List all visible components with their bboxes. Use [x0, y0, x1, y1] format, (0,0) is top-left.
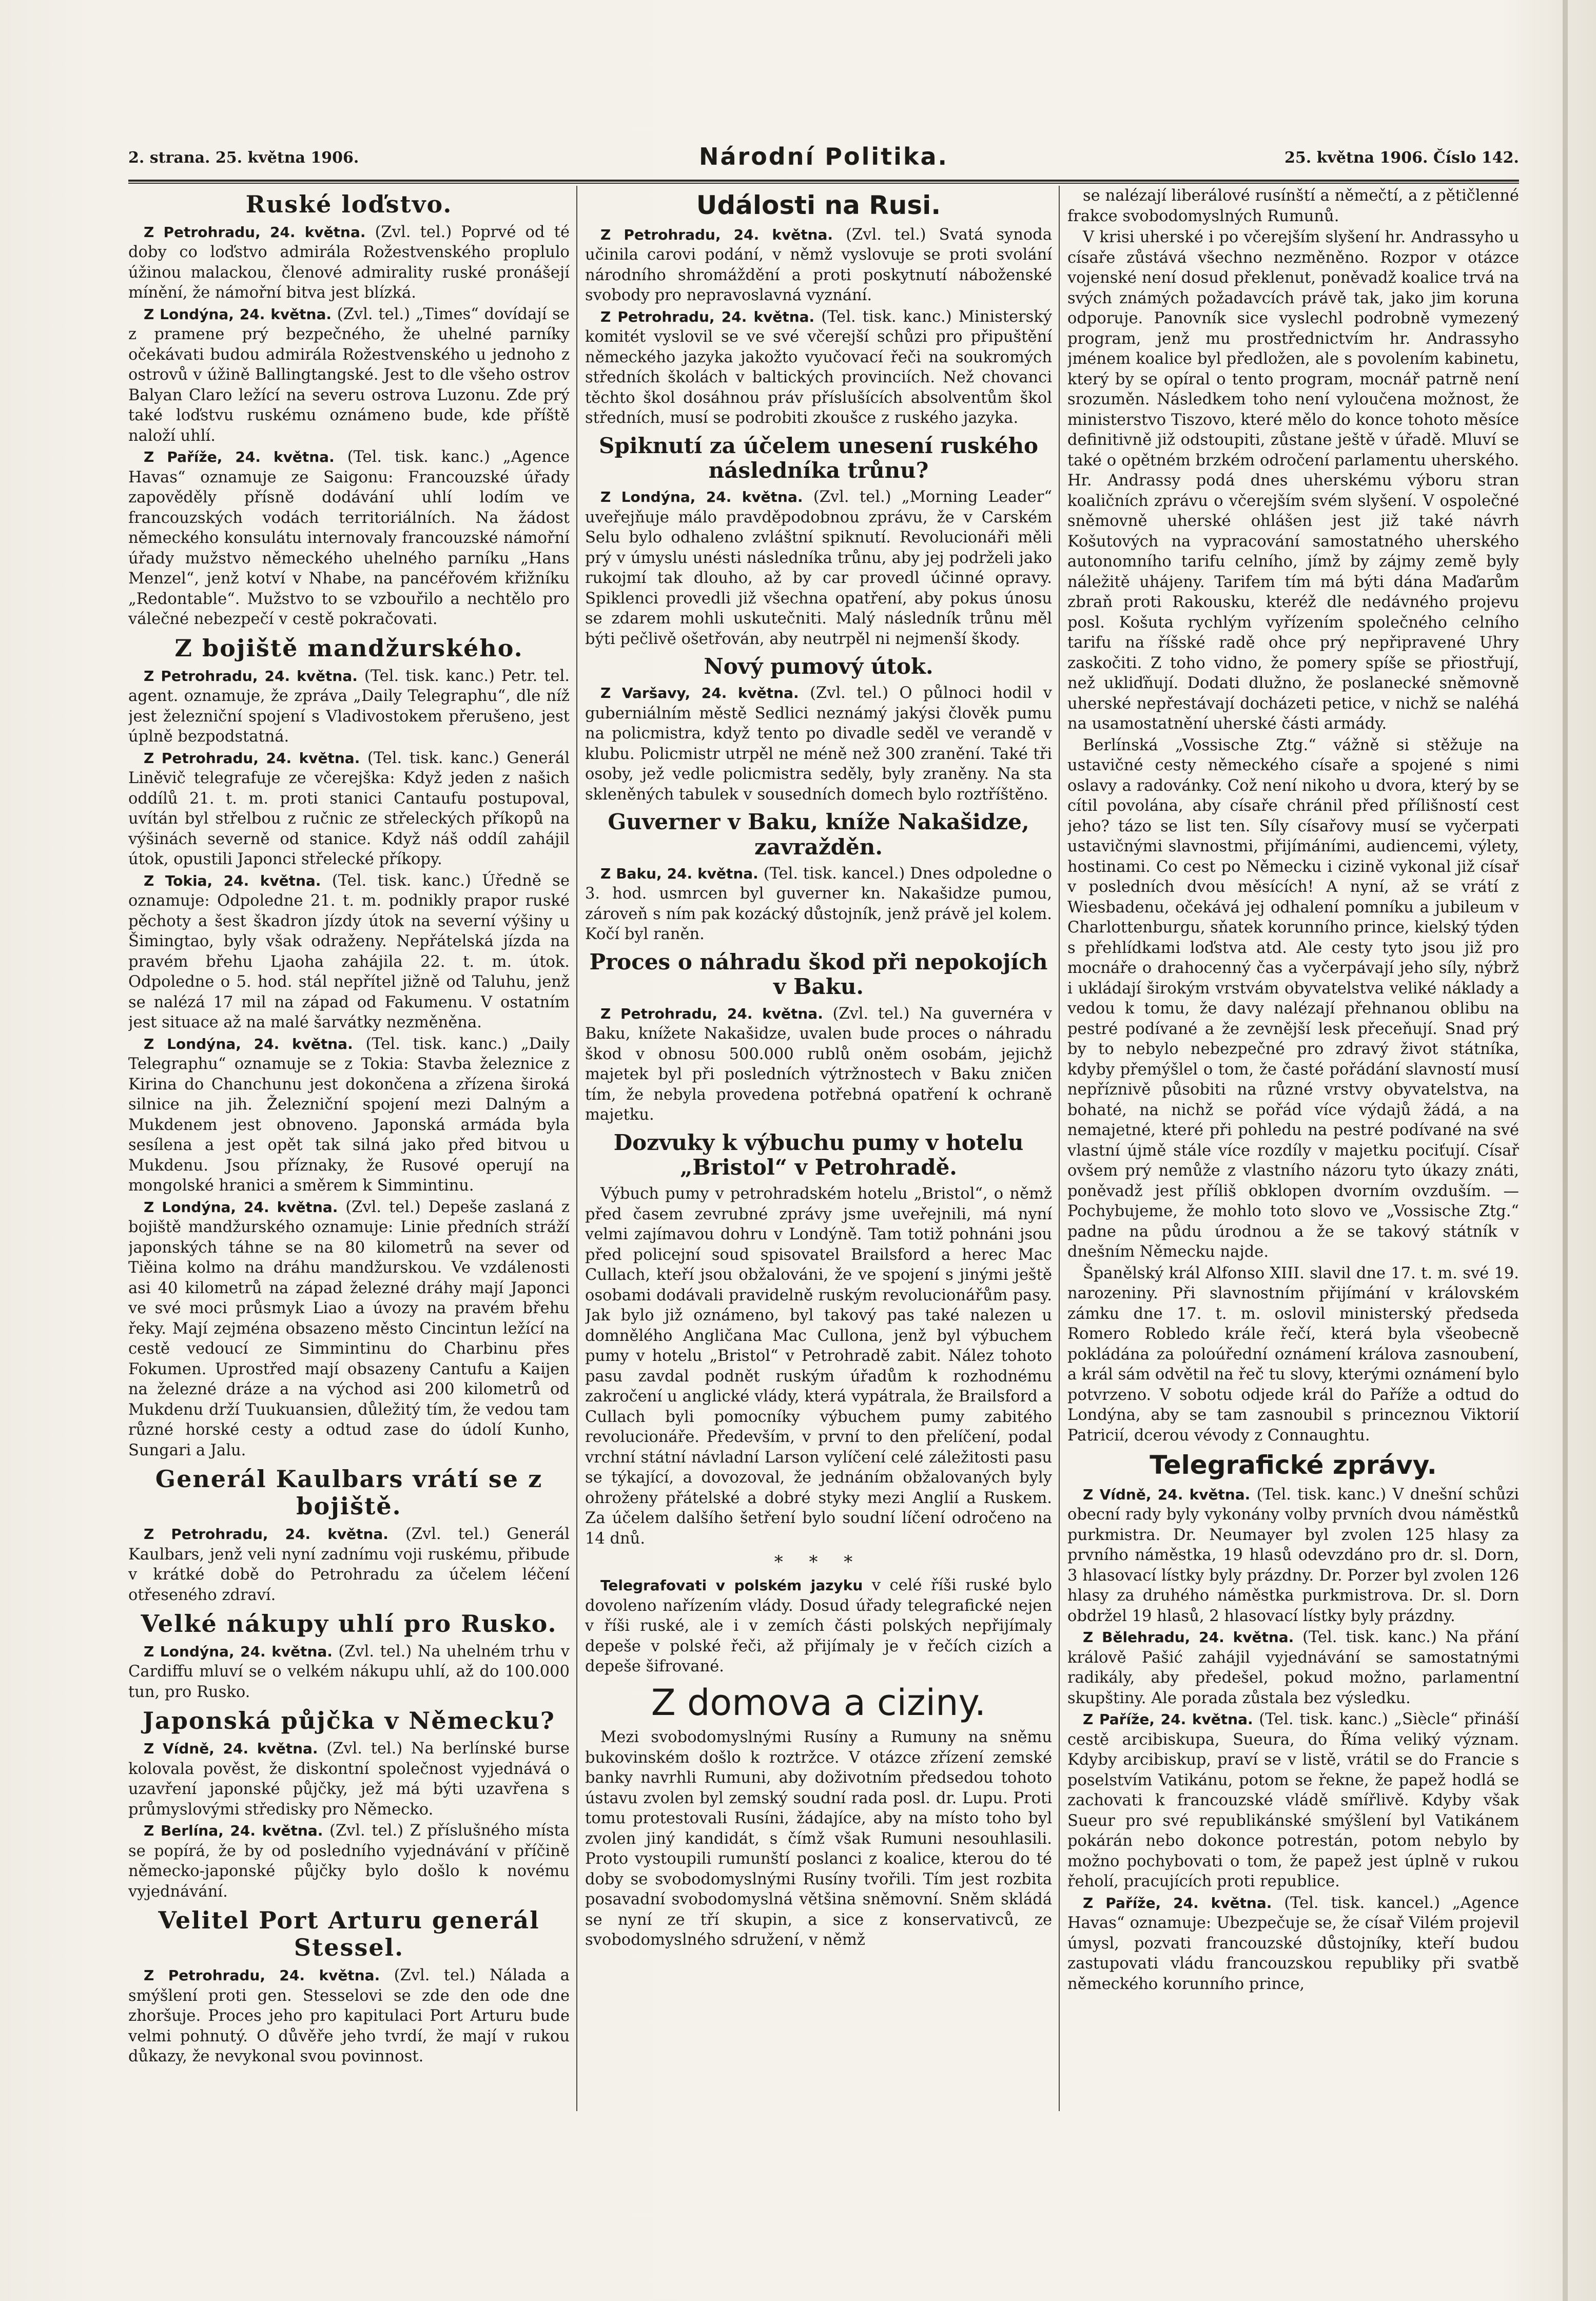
paragraph-text: (Zvl. tel.) Depeše zaslaná z bojiště mandžurského oznamuje: Linie předních stráží japonských táhne se na 80 kilometrů na sever od Tiěina kolmo na dráhu mandžurskou. Ve vzdálenosti asi 40 kilometrů na západ železné dráhy mají Japonci ve své moci průsmyk Liao a úvozy na pravém břehu řeky. Mají zejména obsazeno město Cincintun ležící na cestě vedoucí ze Simmintinu do Charbinu přes Fokumen. Uprostřed mají obsazeny Cantufu a Kaijen na železné dráze a na východ asi 200 kilometrů od Mukdenu drží Tuukuansien, důležitý tím, že vedou tam různé horské cesty a odtud zase do údolí Kunho, Sungari a Jalu.: [128, 1198, 570, 1459]
paragraph-text: (Tel. tisk. kancel.) „Agence Havas“ oznamuje: Ubezpečuje se, že císař Vilém projevil úmysl, pozvati francouzské důstojníky, kteří budou zastupovati vládu francouzskou republiky při svatbě německého korunního prince,: [1067, 1894, 1519, 1993]
paragraph-text: (Tel. tisk. kanc.) Generál Liněvič telegrafuje ze včerejška: Když jeden z našich oddílů 21. t. m. proti stanici Cantaufu postupoval, uvítán byl střelbou z ručnic ze střeleckých příkopů na výšinách severně od stanice. Když náš oddíl zahájil útok, opustili Japonci střelecké příkopy.: [128, 749, 570, 869]
paragraph-text: (Zvl. tel.) Na guvernéra v Baku, knížete Nakašidze, uvalen bude proces o náhradu škod v obnosu 500.000 rublů oněm osobám, jejichž majetek byl při posledních výtržnostech v Baku zničen tím, že nebyla provedena potřebná opatření k ochraně majetku.: [585, 1004, 1052, 1124]
article-paragraph: [128, 666, 570, 747]
article-paragraph: [585, 1575, 1052, 1677]
article-headline: Japonská půjčka v Německu?: [143, 1707, 555, 1735]
dateline: Z Paříže, 24. května.: [1083, 1894, 1272, 1912]
article-paragraph: [128, 222, 570, 303]
paragraph-text: (Tel. tisk. kanc.) „Daily Telegraphu“ oznamuje se z Tokia: Stavba železnice z Kirina do Chanchunu jest dokončena a zřízena široká silnice na jih. Železniční spojení mezi Dalným a Mukdenem jest obnoveno. Japonská armáda byla sesílena a jest opět tak silná jako před bitvou u Mukdenu. Jsou příznaky, že Rusové operují na mongolské hranici a směrem k Simmintinu.: [128, 1035, 570, 1195]
paragraph-text: V krisi uherské i po včerejším slyšení hr. Andrassyho u císaře zůstává všechno nezměněno. Rozpor v otázce vojenské není dosud překlenut, poněvadž koalice trvá na svých známých požadavcích právě tak, jako jim koruna odporuje. Panovník sice vyslechl podrobně vymezený program, jenž mu prostřednictvím hr. Andrassyho jménem koalice byl předložen, ale s povolením kabinetu, který by se opíral o tento program, mocnář patrně není srozuměn. Následkem toho není vyloučena možnost, že ministerstvo Tiszovo, které mělo do konce tohoto měsíce definitivně již odstoupiti, zůstane ještě v úřadě. Mluví se také o opětném brzkém odročení parlamentu uherského. Hr. Andrassy podá dnes uherskému výboru stran koaličních zprávu o včerejším svém slyšení. V ospolečné sněmovně uherské ohlášen jest již také návrh Košutových na vypracování samostatného uherského autonomního tarifu celního, jímž by zájmy země byly náležitě uhájeny. Tarifem tím má býti dána Maďarům zbraň proti Rakousku, kteréž dle nedávného projevu posl. Košuta rychlým vyřízením společného celního tarifu na říšské radě ohce prý nepřipravené Uhry zaskočiti. Z toho vidno, že pomery spíše se přiostřují, než ukliďňují. Dodati dlužno, že poslanecké sněmovně uherské nepřestávají docházeti petice, v nichž se naléhá na usamostatnění uherské části armády.: [1067, 228, 1519, 733]
article-headline: Velké nákupy uhlí pro Rusko.: [141, 1610, 557, 1638]
article-paragraph: [1067, 186, 1519, 226]
dateline: Z Londýna, 24. května.: [144, 305, 332, 323]
article-paragraph: [128, 447, 570, 630]
article-headline: Spiknutí za účelem unesení ruského následníka trůnu?: [598, 433, 1039, 483]
article-paragraph: [1067, 1627, 1519, 1708]
article-headline: Nový pumový útok.: [704, 654, 933, 679]
article-paragraph: [585, 307, 1052, 428]
dateline: Z Petrohradu, 24. května.: [600, 226, 833, 243]
dateline: Z Londýna, 24. května.: [144, 1035, 353, 1052]
paragraph-text: (Tel. tisk. kancel.) Dnes odpoledne o 3. hod. usmrcen byl guverner kn. Nakašidze pumou, zároveň s ním pak kozácký důstojník, jenž právě jel kolem. Kočí byl raněn.: [585, 864, 1052, 944]
article-paragraph: [585, 864, 1052, 945]
article-headline: Guverner v Baku, kníže Nakašidze, zavražděn.: [608, 809, 1029, 860]
masthead-title: Národní Politika.: [698, 143, 948, 170]
column-divider: [1059, 186, 1060, 2111]
paragraph-text: (Zvl. tel.) Z příslušného místa se popírá, že by od posledního vyjednávání v příčině německo-japonské půjčky bylo došlo k novému vyjednávání.: [128, 1822, 570, 1901]
dateline: Z Petrohradu, 24. května.: [144, 749, 360, 767]
paragraph-text: (Tel. tisk. kanc.) „Agence Havas“ oznamuje ze Saigonu: Francouzské úřady zapověděly přísně dodávání uhlí lodím ve francouzských vodách territoriálních. Na žádost německého konsulátu internovaly francouzské námořní úřady mužstvo německého uhelného parníku „Hans Menzel“, jenž kotví v Nhabe, na pancéřovém křižníku „Redontable“. Mužstvo to se vzbouřilo a nechtělo pro válečné nebezpečí v cestě pokračovati.: [128, 448, 570, 629]
article-paragraph: [128, 1739, 570, 1820]
article-paragraph: [585, 225, 1052, 306]
paragraph-text: Mezi svobodomyslnými Rusíny a Rumuny na sněmu bukovinském došlo k roztržce. V otázce zřízení zemské banky navrhli Rumuni, aby doživotním předsedou tohoto ústavu zvolen byl zemský soudní rada posl. dr. Lupu. Proti tomu protestovali Rusíni, žádajíce, aby na místo toho byl zvolen jiný kandidát, s čímž však Rumuni nesouhlasili. Proto vystoupili rumunští poslanci z koalice, kterou do té doby se svobodomyslnými Rusíny tvořili. Tím jest rozbita posavadní svobodomyslná většina sněmovní. Sněm skládá se nyní ze tří skupin, a sice z konservativců, ze svobodomyslného sdružení, v němž: [585, 1728, 1052, 1949]
paragraph-text: (Tel. tisk. kanc.) „Siècle“ přináší cestě arcibiskupa, Sueura, do Říma veliký význam. Kdyby arcibiskup, praví se v listě, vrátil se do Francie s poselstvím Vatikánu, potom se řekne, že papež hodlá se zachovati k francouzské vládě smířlivě. Kdyby však Sueur pro své republikánské smýšlení byl Vatikánem pokárán nebo dokonce potrestán, potom nebylo by možno pochybovati o tom, že papež jest úplně v rukou řeholí, pracujících proti republice.: [1067, 1710, 1519, 1890]
article-headline: Z domova a ciziny.: [651, 1681, 986, 1724]
article-paragraph: [128, 1524, 570, 1605]
article-headline: Dozvuky k výbuchu pumy v hotelu „Bristol“ v Petrohradě.: [613, 1129, 1024, 1180]
article-paragraph: [1067, 1263, 1519, 1446]
article-headline: Generál Kaulbars vrátí se z bojiště.: [155, 1465, 543, 1520]
paragraph-text: (Zvl. tel.) Nálada a smýšlení proti gen. Stesselovi se zde den ode dne zhoršuje. Proces jeho pro kapitulaci Port Arturu bude velmi pohnutý. O důvěře jeho tvrdí, že mají v rukou důkazy, že nevykonal svou povinnost.: [128, 1966, 570, 2066]
article-headline: Telegrafické zprávy.: [1150, 1450, 1437, 1480]
dateline: Z Bělehradu, 24. května.: [1083, 1629, 1294, 1646]
paragraph-text: (Zvl. tel.) Svatá synoda učinila carovi podání, v němž vyslovuje se proti svolání národního shromáždění a proti poskytnutí náboženské svobody pro nepravoslavná vyznání.: [585, 225, 1052, 304]
article-paragraph: [128, 748, 570, 870]
dateline: Z Tokia, 24. května.: [144, 872, 321, 889]
article-paragraph: [128, 1965, 570, 2067]
paragraph-text: (Tel. tisk. kanc.) Petr. tel. agent. oznamuje, že zpráva „Daily Telegraphu“, dle níž jest železniční spojení s Vladivostokem přerušeno, jest úplně bezpodstatná.: [128, 667, 570, 746]
article-headline: Velitel Port Arturu generál Stessel.: [158, 1906, 540, 1962]
paragraph-text: (Zvl. tel.) Poprvé od té doby co loďstvo admirála Rožestvenského proplulo úžinou malackou, členové admirality ruské pronášejí mínění, že námořní bitva jest blízká.: [128, 223, 570, 302]
article-paragraph: [128, 304, 570, 446]
paragraph-text: (Tel. tisk. kanc.) Úředně se oznamuje: Odpoledne 21. t. m. podnikly prapor ruské pěchoty a šest škadron jízdy útok na severní výšiny u Šimingtao, byly však odraženy. Nepřátelská jízda na pravém břehu Ljaoha zahájila 22. t. m. útok. Odpoledne o 5. hod. stál nepřítel jižně od Taluhu, jenž se nalézá 17 mil na západ od Fakumenu. V ostatním jest situace až na malé šarvátky nezměněna.: [128, 871, 570, 1032]
dateline: Z Berlína, 24. května.: [144, 1822, 323, 1840]
article-paragraph: [128, 1821, 570, 1902]
article-paragraph: [585, 487, 1052, 649]
dateline: Z Vídně, 24. května.: [144, 1740, 318, 1758]
article-headline: Události na Rusi.: [696, 190, 941, 220]
dateline: Z Petrohradu, 24. května.: [144, 667, 358, 685]
paragraph-text: (Zvl. tel.) Na berlínské burse kolovala pověst, že diskontní společnost vyjednává o uzavření japonské půjčky, jež má býti uzavřena s průmyslovými středisky pro Německo.: [128, 1740, 570, 1819]
article-paragraph: [128, 1197, 570, 1461]
article-paragraph: [585, 1004, 1052, 1125]
section-separator: * * *: [774, 1552, 863, 1573]
paragraph-text: (Tel. tisk. kanc.) V dnešní schůzi obecní rady byly vykonány volby prvních dvou náměstků purkmistra. Dr. Neumayer byl zvolen 125 hlasy za prvního náměstka, 19 hlasů odevzdáno pro dr. sl. Dorn, 3 hlasovací lístky byly prázdny. Dr. Porzer byl zvolen 126 hlasy za druhého náměstka purkmistrova. Dr. sl. Dorn obdržel 19 hlasů, 2 hlasovací lístky byly prázdny.: [1067, 1485, 1519, 1625]
dateline: Z Londýna, 24. května.: [600, 489, 803, 506]
dateline: Z Londýna, 24. května.: [144, 1643, 333, 1660]
paragraph-text: Berlínská „Vossische Ztg.“ vážně si stěžuje na ustavičné cesty německého císaře a spojené s nimi oslavy a radovánky. Což není nikoho u dvora, který by se cítil povolána, aby císaře chránil před přílišností cest jeho? tázo se list ten. Síly císařovy musí se vyčerpati ustavičnými slavnostmi, přijímáními, audiencemi, výlety, hostinami. Co cest po Německu i cizině vykonal již císař v posledních dvou měsících! A nyní, až se vrátí z Wiesbadenu, očekává jej odhalení pomníku a jubileum v Charlottenburgu, sňatek korunního prince, kielský týden s přehlídkami loďstva atd. Ale cesty tyto jsou již pro mocnáře o drahocenný čas a vyčerpávají jeho síly, nýbrž i ukládají širokým vrstvám obyvatelstva veliké náklady a vedou k tomu, že davy nalézají přehnanou oblibu na pestré podívané a že zevnější lesk přeceňují. Snad prý by to nebylo nebezpečné pro zdravý život státníka, kdyby přemýšlel o tom, že časté pořádání slavností musí nepříznivě působiti na různé vrstvy obyvatelstva, na bohaté, na nichž se pořád více výdajů žádá, a na nemajetné, které při pohledu na pestré podívané na své vlastní újmě stále více rozdíly v majetku pociťují. Císař ovšem prý nemůže z vlastního názoru tyto úkazy znáti, poněvadž jest příliš obklopen dvorním ovzduším. — Pochybujeme, že mohlo toto slovo ve „Vossische Ztg.“ padne na půdu úrodnou a že se takový státník v dnešním Německu najde.: [1067, 736, 1519, 1261]
article-paragraph: [1067, 1709, 1519, 1892]
paragraph-text: v celé říši ruské bylo dovoleno nařízením vlády. Dosud úřady telegrafické nejen v říši ruské, ale i v zemích části polských nepřijímaly depeše v polské řeči, až přijímaly je v řečích cizích a depeše šifrované.: [585, 1576, 1052, 1676]
column-left: [128, 186, 570, 2111]
dateline: Z Baku, 24. května.: [600, 865, 758, 882]
article-paragraph: [1067, 1485, 1519, 1627]
dateline: Z Petrohradu, 24. května.: [144, 1967, 380, 1984]
article-paragraph: [585, 1727, 1052, 1951]
header-rule: [128, 180, 1519, 182]
article-paragraph: [585, 683, 1052, 805]
article-paragraph: [1067, 227, 1519, 734]
dateline: Telegrafovati v polském jazyku: [600, 1577, 863, 1594]
header-rule-thin: [128, 183, 1519, 184]
dateline: Z Varšavy, 24. května.: [600, 685, 799, 702]
paragraph-text: Španělský král Alfonso XIII. slavil dne 17. t. m. své 19. narozeniny. Při slavnostním přijímání v královském zámku dne 17. t. m. oslovil ministerský předseda Romero Robledo krále řečí, která byla všeobecně pokládána za poloúřední oznámení králova zasnoubení, a král sám odvětil na řeč tu slovy, kterými oznámení bylo potvrzeno. V sobotu odjede král do Paříže a odtud do Londýna, aby se tam zasnoubil s princeznou Viktorií Patricií, dcerou vévody z Connaughtu.: [1067, 1264, 1519, 1445]
article-paragraph: [1067, 1893, 1519, 1995]
header-date-right: 25. května 1906. Číslo 142.: [1284, 149, 1519, 167]
article-headline: Proces o náhradu škod při nepokojích v Baku.: [589, 949, 1048, 1000]
paragraph-text: (Zvl. tel.) „Times“ dovídají se z pramene prý bezpečného, že uhelné parníky očekávati budou admirála Rožestvenského u jednoho z ostrovů v úžině Ballingtangské. Jest to dle všeho ostrov Balyan Claro ležící na severu ostrova Luzonu. Zde prý také loďstvu ruskému oznámeno bude, kde příště naloží uhlí.: [128, 305, 570, 445]
dateline: Z Petrohradu, 24. května.: [600, 308, 815, 325]
paragraph-text: (Zvl. tel.) O půlnoci hodil v guberniálním městě Sedlici neznámý jakýsi člověk pumu na policmistra, když tento po divadle seděl ve verandě v klubu. Policmistr utrpěl ne méně než 300 zranění. Také tři osoby, jež vedle policmistra seděly, byly zraněny. Na sta skleněných tabulek v sousedních domech bylo roztříštěno.: [585, 684, 1052, 804]
dateline: Z Paříže, 24. května.: [144, 449, 335, 466]
paragraph-text: (Zvl. tel.) „Morning Leader“ uveřejňuje málo pravděpodobnou zprávu, že v Carském Selu bylo odhaleno zvláštní spiknutí. Revolucionáři měli prý v úmyslu unésti následníka trůnu, aby jej podrželi jako rukojmí tak dlouho, až by car provedl účinné opravy. Spiklenci provedli již všechna opatření, aby pokus únosu se zdarem mohli uskutečniti. Malý následník trůnu měl býti pečlivě ošetřován, aby neutrpěl ni nejmenší škody.: [585, 488, 1052, 648]
running-head: [128, 143, 1519, 179]
column-divider: [576, 186, 577, 2111]
article-paragraph: [128, 871, 570, 1033]
article-paragraph: [585, 1184, 1052, 1549]
dateline: Z Londýna, 24. května.: [144, 1198, 338, 1216]
paragraph-text: Výbuch pumy v petrohradském hotelu „Bristol“, o němž před časem zevrubné zprávy jsme uveřejnili, má nyní velmi zajímavou dohru v Londýně. Tam totiž pohnáni jsou před policejní soud spisovatel Brailsford a herec Mac Cullach, kteří jsou obžalováni, že ve spojení s jinými ještě osobami dodávali pravidelně ruským revolucionářům pasy. Jak bylo již oznámeno, byl takový pas také nalezen u domnělého Angličana Mac Cullona, jenž byl výbuchem pumy v hotelu „Bristol“ v Petrohradě zabit. Nález tohoto pasu zavdal podnět ruským úřadům k rozhodnému zakročení u anglické vlády, která vypátrala, že Brailsford a Cullach byli pomocníky výbuchem pumy zabitého revolucionáře. Především, v první to den přelíčení, podal vrchní státní návladní Larson vylíčení celé záležitosti pasu se týkající, a dovozoval, že jednáním obžalovaných byly ohroženy přátelské a dobré styky mezi Anglií a Ruskem. Za účelem dalšího šetření bylo soudní líčení odročeno na 14 dnů.: [585, 1185, 1052, 1548]
dateline: Z Paříže, 24. května.: [1083, 1711, 1253, 1728]
paragraph-text: (Tel. tisk. kanc.) Ministerský komitét vyslovil se ve své včerejší schůzi pro připuštění německého jazyka jakožto vyučovací řeči na soukromých středních školách v baltických provinciích. Než chovanci těchto škol dosáhnou práv příslušících absolventům škol středních, musí se podrobiti zkoušce z ruského jazyka.: [585, 307, 1052, 427]
column-right: [1067, 186, 1519, 2111]
dateline: Z Vídně, 24. května.: [1083, 1486, 1251, 1503]
paragraph-text: (Zvl. tel.) Generál Kaulbars, jenž veli nyní zadnímu voji ruskému, přibude v krátké době do Petrohradu za účelem léčení otřeseného zdraví.: [128, 1525, 570, 1604]
paragraph-text: se nalézají liberálové rusínští a němečtí, a z pětičlenné frakce svobodomyslných Rumunů.: [1067, 187, 1519, 225]
dateline: Z Petrohradu, 24. května.: [600, 1005, 823, 1022]
column-middle: [585, 186, 1052, 2111]
article-headline: Ruské loďstvo.: [245, 190, 453, 218]
paragraph-text: (Tel. tisk. kanc.) Na přání králově Pašić zahájil vyjednávání se samostatnými radikály, aby předešel, pokud možno, parlamentní skupštiny. Ale porada zůstala bez výsledku.: [1067, 1628, 1519, 1707]
dateline: Z Petrohradu, 24. května.: [144, 223, 366, 241]
paragraph-text: (Zvl. tel.) Na uhelném trhu v Cardiffu mluví se o velkém nákupu uhlí, až do 100.000 tun, pro Rusko.: [128, 1642, 570, 1701]
article-paragraph: [1067, 735, 1519, 1262]
article-headline: Z bojiště mandžurského.: [174, 634, 523, 662]
page-edge-shadow: [1563, 0, 1568, 2301]
dateline: Z Petrohradu, 24. května.: [144, 1526, 388, 1543]
header-date-left: 2. strana. 25. května 1906.: [128, 149, 359, 167]
article-paragraph: [128, 1034, 570, 1196]
article-paragraph: [128, 1642, 570, 1703]
